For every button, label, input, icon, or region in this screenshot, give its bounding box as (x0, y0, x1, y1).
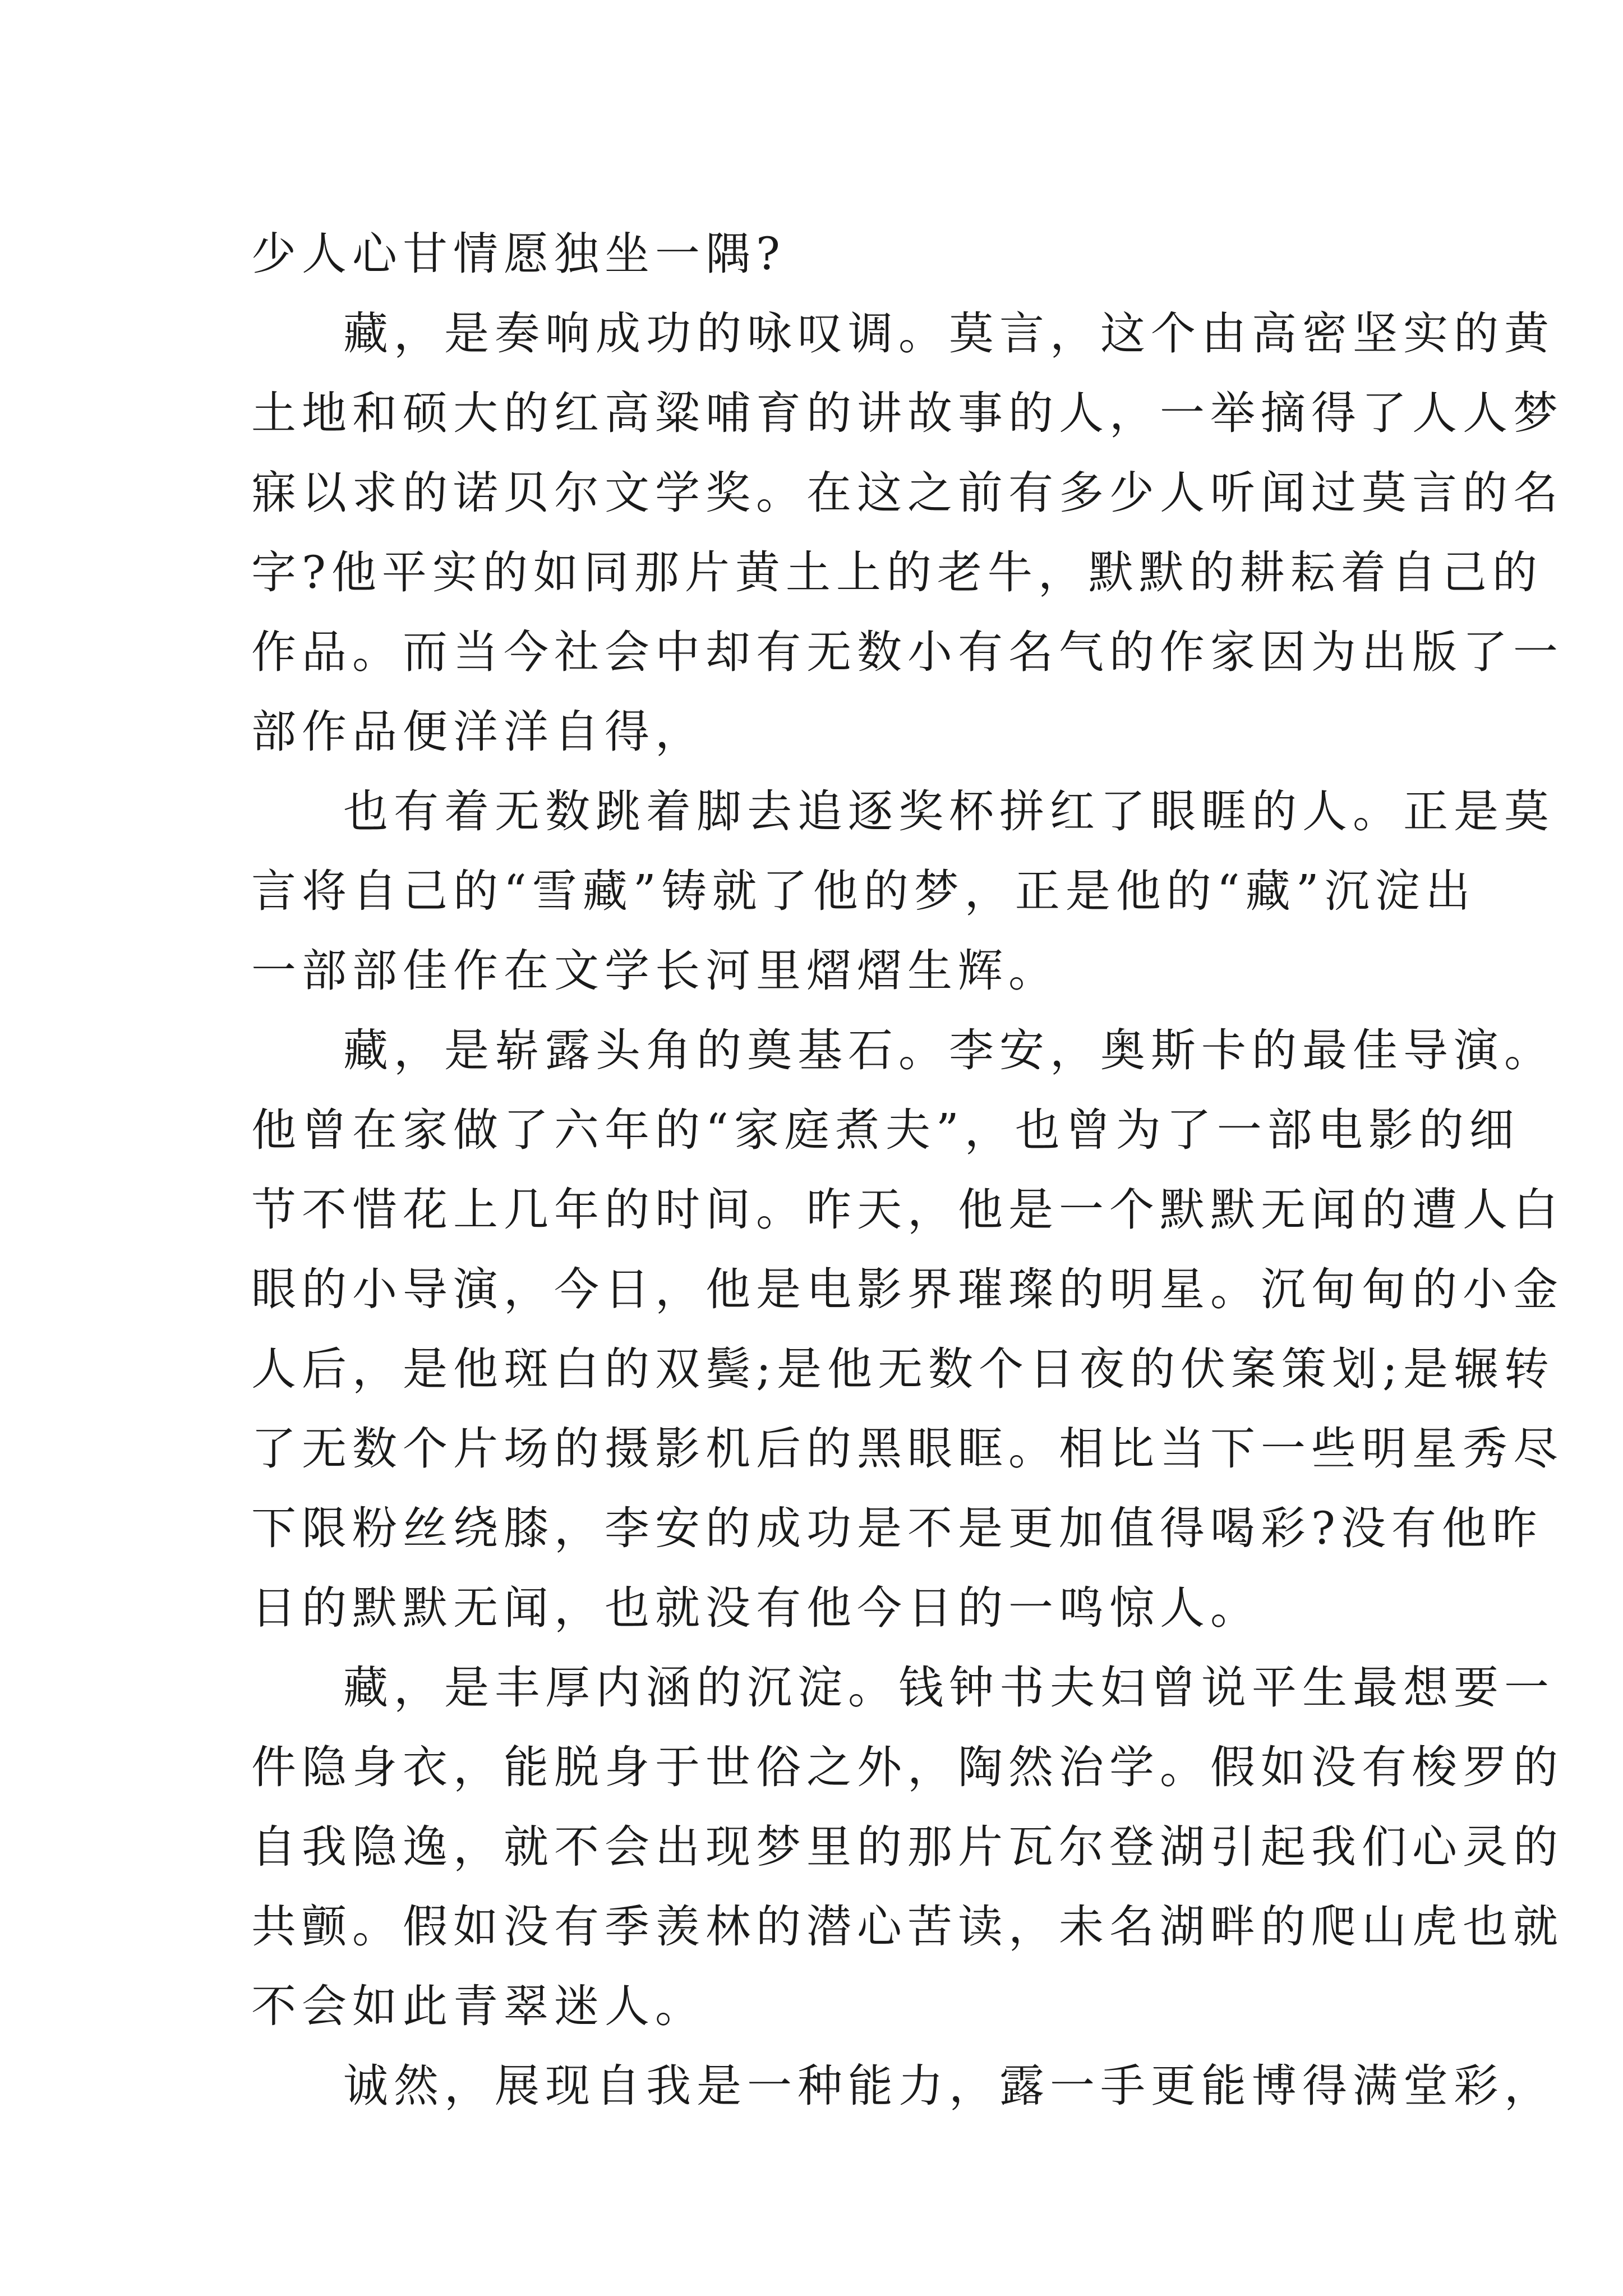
text-line: 节不惜花上几年的时间。昨天，他是一个默默无闻的遭人白 (251, 1184, 1564, 1236)
paragraph-start-line: 藏，是奏响成功的咏叹调。莫言，这个由高密坚实的黄 (343, 307, 1555, 360)
paragraph-start-line: 藏，是丰厚内涵的沉淀。钱钟书夫妇曾说平生最想要一 (343, 1662, 1555, 1714)
paragraph-start-line: 藏，是崭露头角的奠基石。李安，奥斯卡的最佳导演。 (343, 1024, 1555, 1076)
text-line: 了无数个片场的摄影机后的黑眼眶。相比当下一些明星秀尽 (251, 1423, 1564, 1475)
text-line: 言将自己的“雪藏”铸就了他的梦，正是他的“藏”沉淀出 (251, 865, 1476, 917)
text-line: 件隐身衣，能脱身于世俗之外，陶然治学。假如没有梭罗的 (251, 1741, 1564, 1793)
text-line: 字?他平实的如同那片黄土上的老牛，默默的耕耘着自己的 (251, 546, 1543, 599)
essay-body (251, 214, 1564, 2126)
paragraph-start-line: 诚然，展现自我是一种能力，露一手更能博得满堂彩， (343, 2060, 1555, 2112)
text-line: 寐以求的诺贝尔文学奖。在这之前有多少人听闻过莫言的名 (251, 467, 1564, 519)
text-line: 眼的小导演，今日，他是电影界璀璨的明星。沉甸甸的小金 (251, 1263, 1564, 1315)
text-line: 土地和硕大的红高粱哺育的讲故事的人，一举摘得了人人梦 (251, 387, 1564, 439)
text-line: 作品。而当今社会中却有无数小有名气的作家因为出版了一 (251, 626, 1564, 678)
text-line: 一部部佳作在文学长河里熠熠生辉。 (251, 945, 1059, 997)
text-line: 共颤。假如没有季羡林的潜心苦读，未名湖畔的爬山虎也就 (251, 1901, 1564, 1953)
paragraph-start-line: 也有着无数跳着脚去追逐奖杯拼红了眼睚的人。正是莫 (343, 785, 1555, 838)
text-line: 少人心甘情愿独坐一隅? (251, 228, 786, 280)
text-line: 人后，是他斑白的双鬓;是他无数个日夜的伏案策划;是辗转 (251, 1343, 1555, 1395)
text-line: 部作品便洋洋自得， (251, 706, 706, 758)
text-line: 他曾在家做了六年的“家庭煮夫”，也曾为了一部电影的细 (251, 1104, 1520, 1156)
text-line: 日的默默无闻，也就没有他今日的一鸣惊人。 (251, 1582, 1261, 1634)
text-line: 不会如此青翠迷人。 (251, 1980, 706, 2032)
text-line: 下限粉丝绕膝，李安的成功是不是更加值得喝彩?没有他昨 (251, 1502, 1543, 1554)
text-line: 自我隐逸，就不会出现梦里的那片瓦尔登湖引起我们心灵的 (251, 1821, 1564, 1873)
